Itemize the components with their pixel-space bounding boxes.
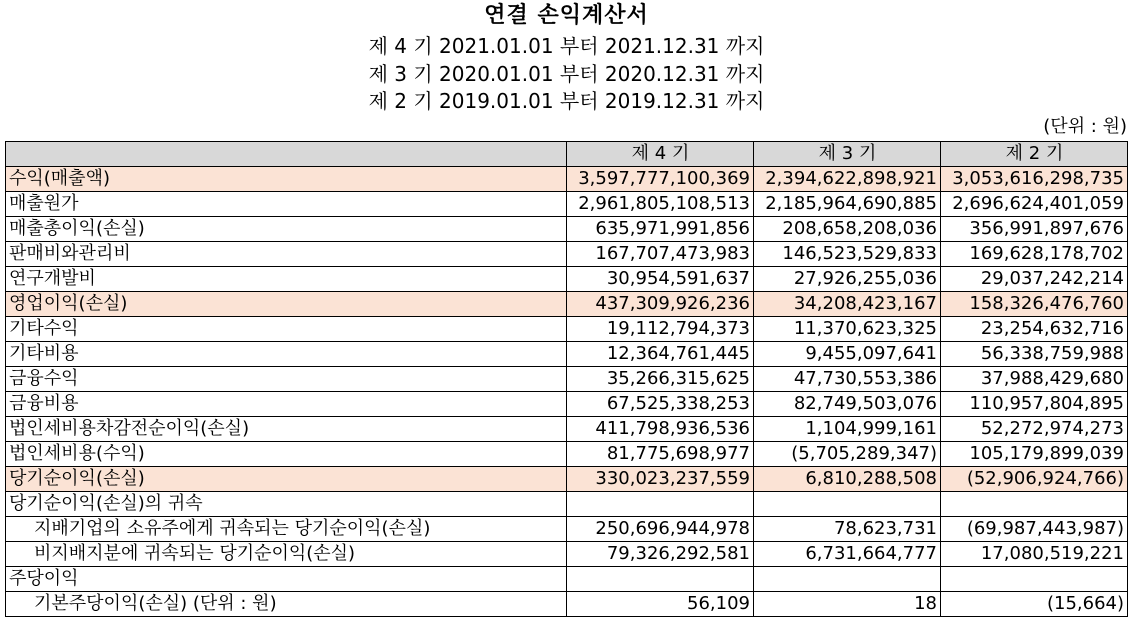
value-period-3: 146,523,529,833 <box>754 242 941 267</box>
table-row <box>6 342 1128 367</box>
value-period-4: 56,109 <box>567 592 754 617</box>
period-line-3: 제 3 기 2020.01.01 부터 2020.12.31 까지 <box>368 62 765 86</box>
value-period-3: 2,394,622,898,921 <box>754 167 941 192</box>
row-label: 기타비용 <box>6 342 567 367</box>
value-period-4 <box>567 492 754 517</box>
row-label: 연구개발비 <box>6 267 567 292</box>
value-period-2 <box>941 492 1128 517</box>
table-row <box>6 192 1128 217</box>
value-period-4: 81,775,698,977 <box>567 442 754 467</box>
value-period-3: 78,623,731 <box>754 517 941 542</box>
table-row <box>6 242 1128 267</box>
value-period-2: 29,037,242,214 <box>941 267 1128 292</box>
value-period-2 <box>941 567 1128 592</box>
row-label: 기본주당이익(손실) (단위 : 원) <box>6 592 567 617</box>
value-period-4: 330,023,237,559 <box>567 467 754 492</box>
row-label: 금융비용 <box>6 392 567 417</box>
header-period-2: 제 2 기 <box>941 142 1128 167</box>
row-label: 당기순이익(손실) <box>6 467 567 492</box>
row-label: 지배기업의 소유주에게 귀속되는 당기순이익(손실) <box>6 517 567 542</box>
value-period-2: 37,988,429,680 <box>941 367 1128 392</box>
value-period-4: 35,266,315,625 <box>567 367 754 392</box>
header-label-cell <box>6 142 567 167</box>
value-period-3: 1,104,999,161 <box>754 417 941 442</box>
row-label: 수익(매출액) <box>6 167 567 192</box>
value-period-4: 19,112,794,373 <box>567 317 754 342</box>
row-label: 매출원가 <box>6 192 567 217</box>
table-row <box>6 292 1128 317</box>
value-period-2: (52,906,924,766) <box>941 467 1128 492</box>
table-row <box>6 392 1128 417</box>
value-period-2: 23,254,632,716 <box>941 317 1128 342</box>
value-period-3: 2,185,964,690,885 <box>754 192 941 217</box>
value-period-2: 105,179,899,039 <box>941 442 1128 467</box>
row-label: 판매비와관리비 <box>6 242 567 267</box>
value-period-3: 11,370,623,325 <box>754 317 941 342</box>
value-period-4: 437,309,926,236 <box>567 292 754 317</box>
value-period-3: 82,749,503,076 <box>754 392 941 417</box>
value-period-3: 9,455,097,641 <box>754 342 941 367</box>
value-period-4: 635,971,991,856 <box>567 217 754 242</box>
table-row <box>6 592 1128 617</box>
value-period-2: 169,628,178,702 <box>941 242 1128 267</box>
table-row <box>6 367 1128 392</box>
value-period-4: 12,364,761,445 <box>567 342 754 367</box>
value-period-2: 110,957,804,895 <box>941 392 1128 417</box>
row-label: 비지배지분에 귀속되는 당기순이익(손실) <box>6 542 567 567</box>
value-period-4: 250,696,944,978 <box>567 517 754 542</box>
table-row <box>6 267 1128 292</box>
table-row <box>6 567 1128 592</box>
value-period-3: 34,208,423,167 <box>754 292 941 317</box>
table-row <box>6 517 1128 542</box>
value-period-2: (69,987,443,987) <box>941 517 1128 542</box>
row-label: 매출총이익(손실) <box>6 217 567 242</box>
row-label: 주당이익 <box>6 567 567 592</box>
value-period-2: 2,696,624,401,059 <box>941 192 1128 217</box>
value-period-4: 167,707,473,983 <box>567 242 754 267</box>
header-period-4: 제 4 기 <box>567 142 754 167</box>
table-row <box>6 542 1128 567</box>
row-label: 기타수익 <box>6 317 567 342</box>
value-period-3: 18 <box>754 592 941 617</box>
value-period-2: 3,053,616,298,735 <box>941 167 1128 192</box>
header-period-3: 제 3 기 <box>754 142 941 167</box>
value-period-3 <box>754 567 941 592</box>
period-line-4: 제 4 기 2021.01.01 부터 2021.12.31 까지 <box>368 34 765 58</box>
unit-label: (단위 : 원) <box>1043 116 1127 137</box>
value-period-3: 47,730,553,386 <box>754 367 941 392</box>
period-line-2: 제 2 기 2019.01.01 부터 2019.12.31 까지 <box>368 89 765 113</box>
value-period-4: 3,597,777,100,369 <box>567 167 754 192</box>
statement-title: 연결 손익계산서 <box>484 3 649 28</box>
value-period-2: (15,664) <box>941 592 1128 617</box>
value-period-4: 79,326,292,581 <box>567 542 754 567</box>
value-period-3: (5,705,289,347) <box>754 442 941 467</box>
value-period-2: 17,080,519,221 <box>941 542 1128 567</box>
value-period-2: 52,272,974,273 <box>941 417 1128 442</box>
value-period-4: 67,525,338,253 <box>567 392 754 417</box>
value-period-4: 2,961,805,108,513 <box>567 192 754 217</box>
value-period-2: 158,326,476,760 <box>941 292 1128 317</box>
row-label: 법인세비용(수익) <box>6 442 567 467</box>
table-row <box>6 467 1128 492</box>
value-period-3 <box>754 492 941 517</box>
table-row <box>6 167 1128 192</box>
value-period-2: 56,338,759,988 <box>941 342 1128 367</box>
income-statement-table <box>5 141 1128 617</box>
value-period-3: 6,810,288,508 <box>754 467 941 492</box>
table-row <box>6 442 1128 467</box>
table-row <box>6 217 1128 242</box>
table-header-row <box>6 142 1128 167</box>
row-label: 법인세비용차감전순이익(손실) <box>6 417 567 442</box>
value-period-4: 411,798,936,536 <box>567 417 754 442</box>
row-label: 영업이익(손실) <box>6 292 567 317</box>
value-period-2: 356,991,897,676 <box>941 217 1128 242</box>
value-period-3: 6,731,664,777 <box>754 542 941 567</box>
value-period-3: 27,926,255,036 <box>754 267 941 292</box>
value-period-3: 208,658,208,036 <box>754 217 941 242</box>
table-row <box>6 492 1128 517</box>
row-label: 당기순이익(손실)의 귀속 <box>6 492 567 517</box>
row-label: 금융수익 <box>6 367 567 392</box>
table-row <box>6 317 1128 342</box>
table-row <box>6 417 1128 442</box>
value-period-4: 30,954,591,637 <box>567 267 754 292</box>
value-period-4 <box>567 567 754 592</box>
